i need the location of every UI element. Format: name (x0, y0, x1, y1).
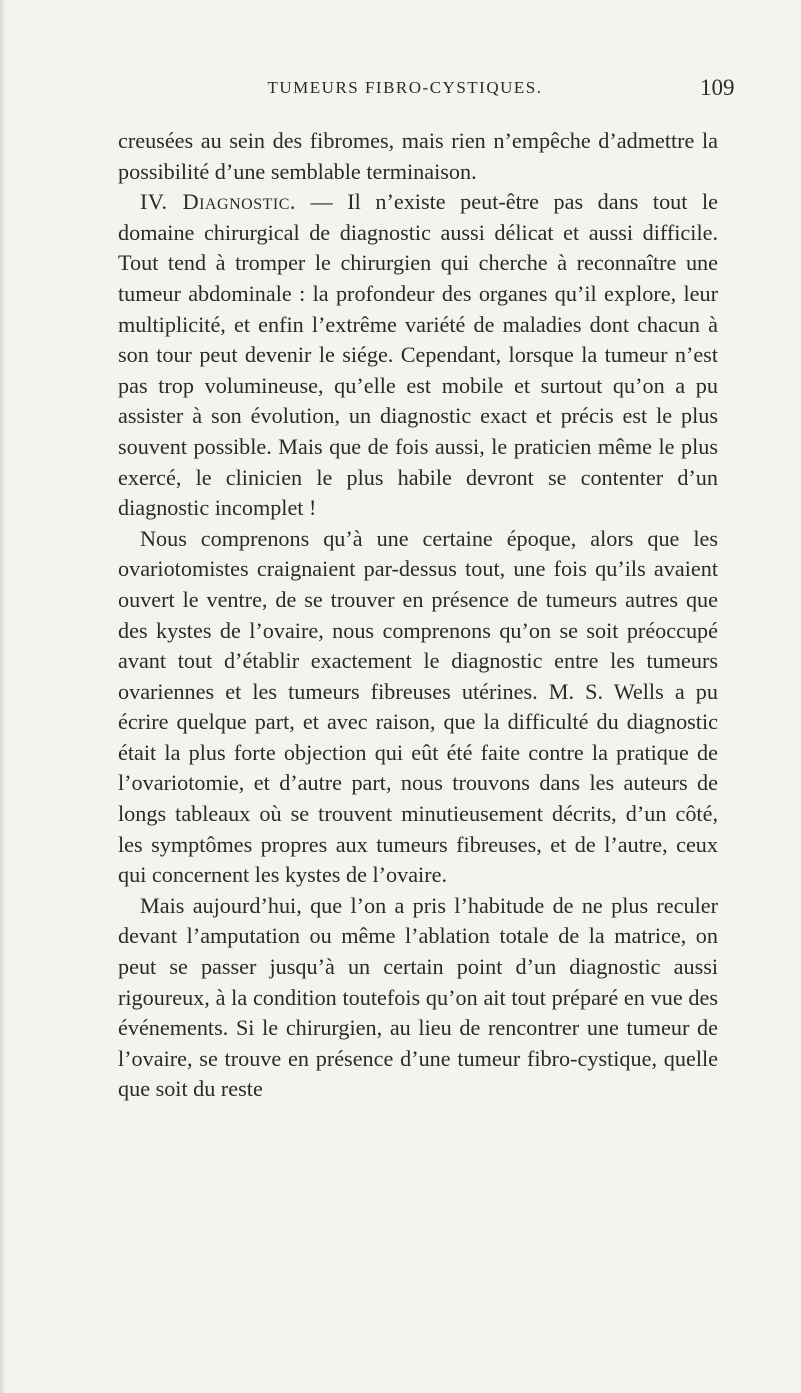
paragraph-continuation (118, 126, 718, 187)
paragraph-text: Mais aujourd’hui, que l’on a pris l’habitude de ne plus reculer devant l’amputation ou même l’ablation totale de la matrice, on peut se passer jusqu’à un certain point d’un diagnostic aussi rigoureux, à la condition toutefois qu’on ait tout préparé en vue des événements. Si le chirurgien, au lieu de rencontrer une tumeur de l’ovaire, se trouve en présence d’une tumeur fibro-cystique, quelle que soit du reste (118, 892, 718, 1102)
running-title: TUMEURS FIBRO-CYSTIQUES. (267, 78, 543, 97)
page-header (0, 75, 801, 108)
body-text (118, 126, 718, 1105)
paragraph-ovariotomists (118, 524, 718, 891)
paragraph-diagnostic (118, 187, 718, 524)
paragraph-text: Nous comprenons qu’à une certaine époque, alors que les ovariotomistes craignaient par-dessus tout, une fois qu’ils avaient ouvert le ventre, de se trouver en présence de tumeurs autres que des kystes de l’ovaire, nous comprenons qu’on se soit préoccupé avant tout d’établir exactement le diagnostic entre les tumeurs ovariennes et les tumeurs fibreuses utérines. M. S. Wells a pu écrire quelque part, et avec raison, que la difficulté du diagnostic était la plus forte objection qui eût été faite contre la pratique de l’ovariotomie, et d’autre part, nous trouvons dans les auteurs de longs tableaux où se trouvent minutieusement décrits, d’un côté, les symptômes propres aux tumeurs fibreuses, et de l’autre, ceux qui concernent les kystes de l’ovaire. (118, 525, 718, 888)
page-number: 109 (700, 75, 735, 100)
paragraph-text: — Il n’existe peut-être pas dans tout le domaine chirurgical de diagnostic aussi délicat et aussi difficile. Tout tend à tromper le chirurgien qui cherche à reconnaître une tumeur abdominale : la profondeur des organes qu’il explore, leur multiplicité, et enfin l’extrême variété de maladies dont chacun à son tour peut devenir le siége. Cependant, lorsque la tumeur n’est pas trop volumineuse, qu’elle est mobile et surtout qu’on a pu assister à son évolution, un diagnostic exact et précis est le plus souvent possible. Mais que de fois aussi, le praticien même le plus exercé, le clinicien le plus habile devront se contenter d’un diagnostic incomplet ! (118, 189, 718, 521)
page-edge-shadow (0, 0, 6, 1393)
paragraph-today (118, 891, 718, 1105)
section-heading: IV. Diagnostic. (140, 189, 296, 215)
paragraph-text: creusées au sein des fibromes, mais rien n’empêche d’admettre la possibilité d’une semblable terminaison. (118, 128, 718, 184)
